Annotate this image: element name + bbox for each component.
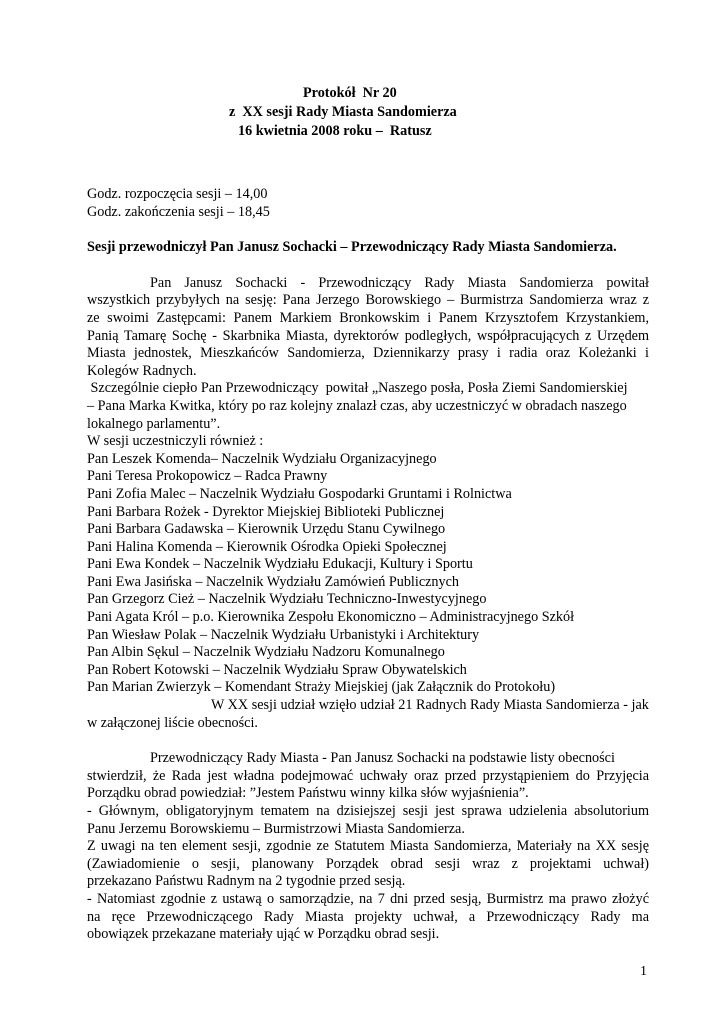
quorum-line: Porządku obrad powiedział: ”Jestem Państwu winny kilka słów wyjaśnienia”. [87, 785, 529, 802]
special-line: lokalnego parlamentu”. [87, 415, 221, 432]
attendance-line: W XX sesji udział wzięło udział 21 Radnych Rady Miasta Sandomierza - jak [211, 697, 649, 714]
start-time: Godz. rozpoczęcia sesji – 14,00 [87, 186, 268, 202]
page-number: 1 [640, 964, 647, 979]
quorum-line: Przewodniczący Rady Miasta - Pan Janusz Sochacki na podstawie listy obecności [150, 750, 615, 767]
special-welcome-paragraph [87, 380, 649, 433]
list-item: Pan Marian Zwierzyk – Komendant Straży Miejskiej (jak Załącznik do Protokołu) [87, 679, 556, 696]
protocol-title: Protokół Nr 20 [303, 85, 397, 101]
list-item: Pan Leszek Komenda– Naczelnik Wydziału Organizacyjnego [87, 450, 437, 467]
welcome-line: Pan Janusz Sochacki - Przewodniczący Rady Miasta Sandomierza powitał [150, 274, 649, 291]
special-line: Szczególnie ciepło Pan Przewodniczący powitał „Naszego posła, Posła Ziemi Sandomierskiej [87, 380, 628, 397]
quorum-line: - Natomiast zgodnie z ustawą o samorządzie, na 7 dni przed sesją, Burmistrz ma prawo złożyć [87, 890, 649, 907]
list-item: Pan Robert Kotowski – Naczelnik Wydziału Spraw Obywatelskich [87, 661, 467, 678]
end-time: Godz. zakończenia sesji – 18,45 [87, 203, 270, 220]
welcome-line: Panią Tamarę Sochę - Skarbnika Miasta, dyrektorów podległych, współpracujących z Urzędem [87, 327, 649, 344]
list-item: Pani Barbara Gadawska – Kierownik Urzędu Stanu Cywilnego [87, 521, 446, 538]
list-item: Pani Ewa Jasińska – Naczelnik Wydziału Zamówień Publicznych [87, 573, 459, 590]
list-item: Pani Teresa Prokopowicz – Radca Prawny [87, 468, 328, 485]
quorum-line: (Zawiadomienie o sesji, planowany Porządek obrad sesji wraz z projektami uchwał) [87, 855, 649, 872]
welcome-line: ze swoimi Zastępcami: Panem Markiem Bronkowskim i Panem Krzysztofem Krzystankiem, [87, 309, 649, 326]
participants-intro: W sesji uczestniczyli również : [87, 433, 264, 450]
chair-statement: Sesji przewodniczył Pan Janusz Sochacki – Przewodniczący Rady Miasta Sandomierza. [87, 239, 617, 256]
quorum-line: obowiązek przekazane materiały ująć w Porządku obrad sesji. [87, 926, 440, 943]
welcome-line: Kolegów Radnych. [87, 362, 197, 379]
attendance-line: w załączonej liście obecności. [87, 714, 258, 731]
quorum-line: przekazano Państwu Radnym na 2 tygodnie przed sesją. [87, 873, 406, 890]
session-title: z XX sesji Rady Miasta Sandomierza [229, 104, 457, 120]
quorum-line: na ręce Przewodniczącego Rady Miasta projekty uchwał, a Przewodniczący Rady ma [87, 908, 649, 925]
list-item: Pan Wiesław Polak – Naczelnik Wydziału Urbanistyki i Architektury [87, 626, 480, 643]
list-item: Pani Agata Król – p.o. Kierownika Zespołu Ekonomiczno – Administracyjnego Szkół [87, 609, 575, 626]
protocol-body [87, 186, 649, 944]
list-item: Pan Albin Sękul – Naczelnik Wydziału Nadzoru Komunalnego [87, 644, 445, 661]
quorum-line: - Głównym, obligatoryjnym tematem na dzisiejszej sesji jest sprawa udzielenia absolutorium [87, 803, 649, 819]
session-date-place: 16 kwietnia 2008 roku – Ratusz [238, 123, 432, 139]
quorum-line: stwierdził, że Rada jest władna podejmować uchwały oraz przed przystąpieniem do Przyjęcia [87, 767, 649, 784]
attendance-paragraph [87, 697, 649, 732]
participants-list [87, 451, 649, 697]
welcome-paragraph [87, 275, 649, 381]
quorum-paragraph [87, 750, 649, 944]
list-item: Pani Ewa Kondek – Naczelnik Wydziału Edukacji, Kultury i Sportu [87, 556, 473, 573]
welcome-line: wszystkich przybyłych na sesję: Pana Jerzego Borowskiego – Burmistrza Sandomierza wraz z [87, 292, 649, 309]
list-item: Pani Halina Komenda – Kierownik Ośrodka Opieki Społecznej [87, 538, 447, 555]
list-item: Pani Zofia Malec – Naczelnik Wydziału Gospodarki Gruntami i Rolnictwa [87, 485, 512, 502]
list-item: Pani Barbara Rożek - Dyrektor Miejskiej Biblioteki Publicznej [87, 503, 445, 520]
quorum-line: Z uwagi na ten element sesji, zgodnie ze Statutem Miasta Sandomierza, Materiały na XX sesję [87, 838, 649, 855]
welcome-line: Miasta jednostek, Mieszkańców Sandomierza, Dziennikarzy prasy i radia oraz Koleżanki i [87, 345, 649, 362]
quorum-line: Panu Jerzemu Borowskiemu – Burmistrzowi Miasta Sandomierza. [87, 820, 465, 837]
special-line: – Pana Marka Kwitka, który po raz kolejny znalazł czas, aby uczestniczyć w obradach naszego [87, 397, 627, 414]
list-item: Pan Grzegorz Cież – Naczelnik Wydziału Techniczno-Inwestycyjnego [87, 591, 487, 608]
